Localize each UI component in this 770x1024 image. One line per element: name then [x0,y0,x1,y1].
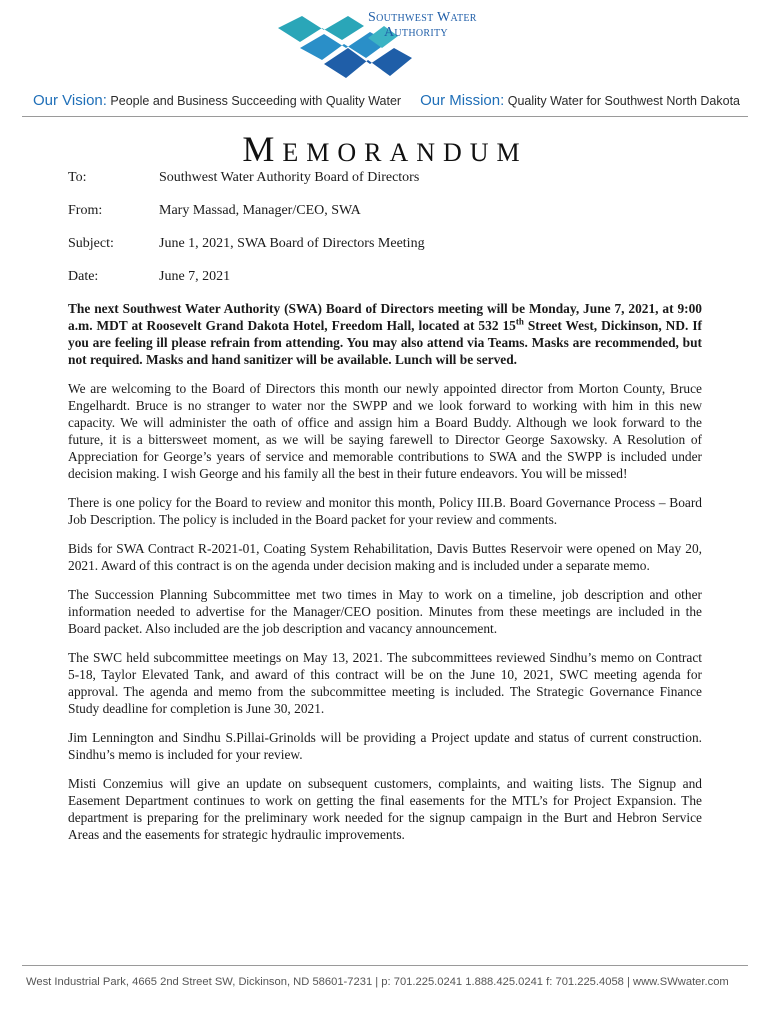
date-value: June 7, 2021 [159,269,231,284]
footer-divider [22,965,748,966]
paragraph-project-update: Jim Lennington and Sindhu S.Pillai-Grinolds will be providing a Project update and status of current construction. Sindhu’s memo is included for your review. [68,730,702,762]
paragraph-new-director: We are welcoming to the Board of Directors this month our newly appointed director from Morton County, Bruce Engelhardt. Bruce is no stranger to water nor the SWPP and we look forward to working with him in this new capacity. We will administer the oath of office and assign him a Board Buddy. Although we look forward to the future, it is a bittersweet moment, as we will be saying farewell to Director George Saxowsky. A Resolution of Appreciation for George’s years of service and memorable contributions to SWA and the SWPP is included under decision making. I wish George and his family all the best in their future endeavors. You will be missed! [68,381,702,481]
org-name-line2: Authority [384,25,448,40]
paragraph-succession: The Succession Planning Subcommittee met two times in May to work on a timeline, job description and other information needed to advertise for the Manager/CEO position. Minutes from these meetings are included in the Board packet. Also included are the job description and vacancy announcement. [68,587,702,636]
memo-title-initial: M [242,129,283,169]
paragraph-bids: Bids for SWA Contract R-2021-01, Coating System Rehabilitation, Davis Buttes Reservoir were opened on May 20, 2021. Award of this contract is on the agenda under decision making and is included under a separate memo. [68,541,702,573]
vision-label: Our Vision: [33,92,107,109]
vision-mission-bar [33,92,741,109]
memo-title-rest: EMORANDUM [282,138,528,167]
paragraph-swc: The SWC held subcommittee meetings on May 13, 2021. The subcommittees reviewed Sindhu’s memo on Contract 5-18, Taylor Elevated Tank, and award of this contract will be on the June 10, 2021, SWC meeting agenda for approval. The agenda and memo from the subcommittee meeting is included. The Strategic Governance Finance Study deadline for completion is June 30, 2021. [68,650,702,716]
mission-text: Quality Water for Southwest North Dakota [507,94,741,108]
org-name [368,10,477,40]
footer-contact: West Industrial Park, 4665 2nd Street SW, Dickinson, ND 58601-7231 | p: 701.225.0241 1.888.425.0241 f: 701.225.4058 | www.SWwater.com [26,976,729,988]
paragraph-policy: There is one policy for the Board to review and monitor this month, Policy III.B. Board Governance Process – Board Job Description. The policy is included in the Board packet for your review and comments. [68,495,702,527]
header-divider [22,116,748,117]
org-name-line1: Southwest Water [368,10,477,25]
vision-text: People and Business Succeeding with Quality Water [110,94,402,108]
paragraph-signup: Misti Conzemius will give an update on subsequent customers, complaints, and waiting lists. The Signup and Easement Department continues to work on getting the final easements for the MTL’s for Project Expansion. The department is preparing for the preliminary work needed for the signup campaign in the Burt and Hebron Service Areas and the easements for strategic hydraulic improvements. [68,776,702,842]
mission-label: Our Mission: [420,92,505,109]
to-value: Southwest Water Authority Board of Directors [159,170,420,185]
date-label: Date: [68,269,99,284]
memo-title [0,128,770,170]
memo-body [68,300,702,855]
lead-part2: Street West, Dickinson, ND. If you are feeling ill please refrain from attending. You may also attend via Teams. Masks are recommended, but not required. Masks and hand sanitizer will be available. Lunch will be served. [68,318,702,367]
lead-paragraph [68,300,702,368]
to-label: To: [68,170,87,185]
subject-value: June 1, 2021, SWA Board of Directors Meeting [159,236,425,251]
lead-part1: The next Southwest Water Authority (SWA) Board of Directors meeting will be Monday, June 7, 2021, at 9:00 a.m. MDT at Roosevelt Grand Dakota Hotel, Freedom Hall, located at 532 15 [68,301,702,333]
from-value: Mary Massad, Manager/CEO, SWA [159,203,361,218]
from-label: From: [68,203,103,218]
lead-superscript: th [515,316,524,327]
subject-label: Subject: [68,236,114,251]
